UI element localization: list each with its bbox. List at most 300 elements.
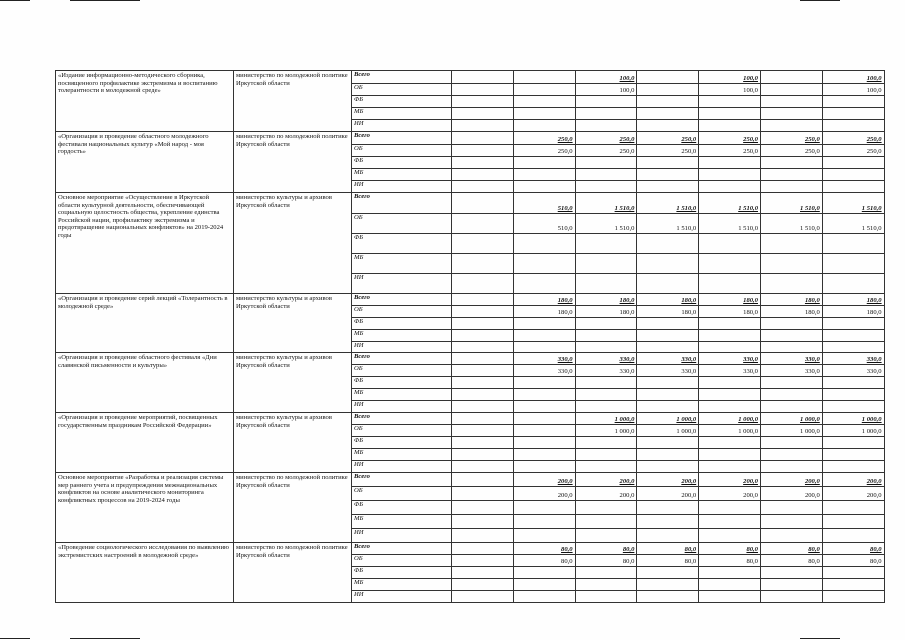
amount-cell: [699, 318, 761, 330]
amount-cell: 200,0: [575, 487, 637, 501]
amount-cell: 80,0: [513, 555, 575, 567]
amount-cell: [452, 543, 514, 555]
amount-cell: [637, 318, 699, 330]
table-row: [56, 473, 885, 487]
amount-cell: [452, 342, 514, 353]
amount-cell: [452, 214, 514, 234]
amount-cell: [513, 425, 575, 437]
amount-cell: 80,0: [699, 543, 761, 555]
amount-cell: 330,0: [760, 353, 822, 365]
table-row: [56, 294, 885, 306]
amount-cell: 330,0: [513, 365, 575, 377]
amount-cell: 1 510,0: [575, 193, 637, 214]
amount-cell: [699, 234, 761, 254]
amount-cell: [452, 389, 514, 401]
amount-cell: [637, 567, 699, 579]
amount-cell: [513, 330, 575, 342]
amount-cell: [452, 96, 514, 108]
amount-cell: [637, 254, 699, 274]
scan-edge-mark: [70, 0, 140, 1]
amount-cell: [760, 71, 822, 84]
amount-cell: 1 000,0: [699, 425, 761, 437]
amount-cell: 1 510,0: [699, 193, 761, 214]
funding-source: ОБ: [352, 214, 452, 234]
amount-cell: [513, 169, 575, 181]
amount-cell: [513, 274, 575, 294]
responsible-executor: министерство культуры и архивов Иркутской области: [234, 193, 352, 294]
funding-source: МБ: [352, 169, 452, 181]
funding-source: ФБ: [352, 567, 452, 579]
amount-cell: [575, 591, 637, 603]
amount-cell: 250,0: [699, 145, 761, 157]
amount-cell: [699, 389, 761, 401]
activity-title: «Организация и проведение мероприятий, посвященных государственным праздникам Российской Федерации»: [56, 413, 234, 473]
amount-cell: [760, 461, 822, 473]
amount-cell: 80,0: [513, 543, 575, 555]
funding-source: ОБ: [352, 145, 452, 157]
amount-cell: [575, 389, 637, 401]
amount-cell: [822, 449, 884, 461]
funding-source: Всего: [352, 543, 452, 555]
amount-cell: [699, 330, 761, 342]
amount-cell: [452, 377, 514, 389]
amount-cell: 180,0: [822, 306, 884, 318]
amount-cell: [699, 108, 761, 120]
amount-cell: 1 510,0: [822, 193, 884, 214]
amount-cell: [637, 437, 699, 449]
amount-cell: [822, 401, 884, 413]
funding-source: ИИ: [352, 342, 452, 353]
funding-source: ФБ: [352, 501, 452, 515]
amount-cell: 80,0: [575, 543, 637, 555]
amount-cell: [452, 401, 514, 413]
responsible-executor: министерство по молодежной политике Иркутской области: [234, 132, 352, 193]
amount-cell: [513, 567, 575, 579]
amount-cell: [452, 108, 514, 120]
amount-cell: [452, 529, 514, 543]
amount-cell: [513, 96, 575, 108]
amount-cell: [452, 515, 514, 529]
amount-cell: [575, 449, 637, 461]
amount-cell: [513, 591, 575, 603]
amount-cell: [822, 529, 884, 543]
amount-cell: 1 000,0: [637, 413, 699, 425]
amount-cell: [699, 181, 761, 193]
amount-cell: 330,0: [822, 353, 884, 365]
funding-source: МБ: [352, 449, 452, 461]
amount-cell: [760, 401, 822, 413]
amount-cell: 200,0: [513, 473, 575, 487]
amount-cell: [452, 413, 514, 425]
amount-cell: [822, 169, 884, 181]
amount-cell: [822, 234, 884, 254]
amount-cell: 1 510,0: [637, 214, 699, 234]
amount-cell: 1 000,0: [637, 425, 699, 437]
amount-cell: [699, 96, 761, 108]
amount-cell: 510,0: [513, 214, 575, 234]
amount-cell: [452, 461, 514, 473]
amount-cell: [699, 342, 761, 353]
amount-cell: [575, 181, 637, 193]
amount-cell: [452, 157, 514, 169]
funding-source: Всего: [352, 294, 452, 306]
amount-cell: [637, 234, 699, 254]
amount-cell: 330,0: [760, 365, 822, 377]
amount-cell: [575, 401, 637, 413]
funding-source: ИИ: [352, 181, 452, 193]
funding-source: ИИ: [352, 274, 452, 294]
table-body: [56, 71, 885, 603]
activity-title: «Организация и проведение серий лекций «Толерантность в молодежной среде»: [56, 294, 234, 353]
amount-cell: 200,0: [575, 473, 637, 487]
amount-cell: 80,0: [822, 555, 884, 567]
funding-source: ИИ: [352, 401, 452, 413]
amount-cell: 250,0: [575, 132, 637, 145]
amount-cell: [637, 515, 699, 529]
amount-cell: [452, 330, 514, 342]
amount-cell: 250,0: [513, 145, 575, 157]
amount-cell: [637, 169, 699, 181]
activity-title: «Организация и проведение областного молодежного фестиваля национальных культур «Мой народ - моя гордость»: [56, 132, 234, 193]
amount-cell: [452, 234, 514, 254]
amount-cell: [452, 437, 514, 449]
amount-cell: [822, 342, 884, 353]
amount-cell: 180,0: [513, 306, 575, 318]
amount-cell: [575, 157, 637, 169]
amount-cell: [452, 254, 514, 274]
amount-cell: 180,0: [513, 294, 575, 306]
amount-cell: [699, 591, 761, 603]
amount-cell: [760, 84, 822, 96]
amount-cell: 180,0: [575, 306, 637, 318]
amount-cell: [760, 169, 822, 181]
amount-cell: [760, 330, 822, 342]
amount-cell: [452, 193, 514, 214]
amount-cell: [513, 579, 575, 591]
responsible-executor: министерство культуры и архивов Иркутской области: [234, 294, 352, 353]
amount-cell: [575, 274, 637, 294]
amount-cell: [513, 501, 575, 515]
amount-cell: 330,0: [699, 353, 761, 365]
amount-cell: [699, 157, 761, 169]
amount-cell: [513, 413, 575, 425]
amount-cell: 180,0: [699, 294, 761, 306]
amount-cell: [575, 461, 637, 473]
amount-cell: [760, 96, 822, 108]
scan-edge-mark: [70, 638, 140, 639]
amount-cell: [822, 254, 884, 274]
amount-cell: [760, 529, 822, 543]
funding-source: ФБ: [352, 377, 452, 389]
amount-cell: 250,0: [760, 145, 822, 157]
amount-cell: [699, 579, 761, 591]
amount-cell: [760, 234, 822, 254]
amount-cell: [575, 330, 637, 342]
amount-cell: [822, 515, 884, 529]
amount-cell: [637, 157, 699, 169]
responsible-executor: министерство культуры и архивов Иркутской области: [234, 353, 352, 413]
amount-cell: 250,0: [637, 132, 699, 145]
amount-cell: 330,0: [637, 365, 699, 377]
amount-cell: [760, 157, 822, 169]
amount-cell: [760, 377, 822, 389]
amount-cell: [760, 318, 822, 330]
activity-title: Основное мероприятие «Разработка и реализация системы мер раннего учета и предупреждения межнациональных конфликтов на основе аналитического мониторинга конфликтных процессов на 2019-2024 годы: [56, 473, 234, 543]
amount-cell: [452, 318, 514, 330]
funding-source: Всего: [352, 353, 452, 365]
amount-cell: [575, 515, 637, 529]
amount-cell: [760, 579, 822, 591]
amount-cell: 200,0: [699, 487, 761, 501]
funding-source: ИИ: [352, 529, 452, 543]
amount-cell: 1 510,0: [575, 214, 637, 234]
amount-cell: [452, 181, 514, 193]
amount-cell: 330,0: [637, 353, 699, 365]
funding-source: ИИ: [352, 591, 452, 603]
amount-cell: [760, 437, 822, 449]
amount-cell: 1 000,0: [575, 425, 637, 437]
amount-cell: [699, 377, 761, 389]
amount-cell: [452, 84, 514, 96]
amount-cell: [699, 501, 761, 515]
amount-cell: [760, 567, 822, 579]
amount-cell: [452, 274, 514, 294]
scan-edge-mark: [800, 638, 840, 639]
amount-cell: [699, 567, 761, 579]
amount-cell: [637, 461, 699, 473]
amount-cell: [452, 425, 514, 437]
amount-cell: [513, 529, 575, 543]
amount-cell: [822, 591, 884, 603]
amount-cell: [513, 71, 575, 84]
amount-cell: 80,0: [575, 555, 637, 567]
table-row: [56, 543, 885, 555]
funding-source: МБ: [352, 515, 452, 529]
amount-cell: [513, 120, 575, 132]
amount-cell: [575, 567, 637, 579]
amount-cell: [822, 377, 884, 389]
table-row: [56, 132, 885, 145]
amount-cell: [513, 449, 575, 461]
amount-cell: [575, 234, 637, 254]
amount-cell: [760, 342, 822, 353]
amount-cell: 200,0: [822, 473, 884, 487]
amount-cell: 180,0: [760, 294, 822, 306]
funding-source: МБ: [352, 579, 452, 591]
amount-cell: [760, 591, 822, 603]
amount-cell: [575, 96, 637, 108]
funding-source: ОБ: [352, 306, 452, 318]
amount-cell: 100,0: [699, 84, 761, 96]
amount-cell: [699, 449, 761, 461]
amount-cell: 100,0: [822, 84, 884, 96]
amount-cell: 200,0: [637, 487, 699, 501]
amount-cell: [513, 254, 575, 274]
amount-cell: 250,0: [575, 145, 637, 157]
funding-source: МБ: [352, 330, 452, 342]
funding-source: ФБ: [352, 157, 452, 169]
amount-cell: [760, 449, 822, 461]
scan-edge-mark: [0, 638, 30, 639]
amount-cell: [575, 318, 637, 330]
amount-cell: [452, 145, 514, 157]
funding-source: Всего: [352, 132, 452, 145]
amount-cell: 80,0: [699, 555, 761, 567]
amount-cell: [575, 254, 637, 274]
amount-cell: 1 510,0: [760, 214, 822, 234]
amount-cell: [822, 389, 884, 401]
amount-cell: [575, 579, 637, 591]
amount-cell: [452, 120, 514, 132]
amount-cell: 80,0: [760, 555, 822, 567]
funding-source: ФБ: [352, 318, 452, 330]
amount-cell: [637, 401, 699, 413]
amount-cell: [699, 437, 761, 449]
amount-cell: [637, 84, 699, 96]
responsible-executor: министерство по молодежной политике Иркутской области: [234, 71, 352, 132]
amount-cell: 250,0: [513, 132, 575, 145]
funding-source: МБ: [352, 254, 452, 274]
amount-cell: [699, 461, 761, 473]
amount-cell: [822, 437, 884, 449]
amount-cell: [699, 529, 761, 543]
amount-cell: [699, 515, 761, 529]
amount-cell: 1 510,0: [637, 193, 699, 214]
amount-cell: 250,0: [637, 145, 699, 157]
amount-cell: [637, 108, 699, 120]
amount-cell: [760, 120, 822, 132]
amount-cell: 180,0: [575, 294, 637, 306]
amount-cell: [452, 579, 514, 591]
amount-cell: 100,0: [575, 84, 637, 96]
amount-cell: [452, 567, 514, 579]
amount-cell: [452, 306, 514, 318]
amount-cell: [760, 515, 822, 529]
amount-cell: [637, 389, 699, 401]
amount-cell: [575, 529, 637, 543]
activity-title: Основное мероприятие «Осуществление в Иркутской области культурной деятельности, обеспечивающей социальную целостность общества, укрепление единства Российской нации, профилактику экстремизма и предотвращение национальных конфликтов» на 2019-2024 годы: [56, 193, 234, 294]
amount-cell: [637, 96, 699, 108]
amount-cell: [513, 389, 575, 401]
amount-cell: 200,0: [822, 487, 884, 501]
amount-cell: [452, 555, 514, 567]
amount-cell: 330,0: [575, 365, 637, 377]
funding-source: ОБ: [352, 487, 452, 501]
funding-source: ФБ: [352, 96, 452, 108]
activity-title: «Издание информационно-методического сборника, посвященного профилактике экстремизма и воспитанию толерантности в молодежной среде»: [56, 71, 234, 132]
funding-source: ОБ: [352, 555, 452, 567]
amount-cell: [822, 461, 884, 473]
amount-cell: 80,0: [637, 555, 699, 567]
amount-cell: 1 000,0: [760, 425, 822, 437]
funding-source: ФБ: [352, 234, 452, 254]
funding-table: [55, 70, 885, 603]
amount-cell: 80,0: [822, 543, 884, 555]
amount-cell: 200,0: [699, 473, 761, 487]
amount-cell: [637, 501, 699, 515]
funding-source: ОБ: [352, 425, 452, 437]
amount-cell: [575, 108, 637, 120]
amount-cell: 1 510,0: [699, 214, 761, 234]
funding-source: ФБ: [352, 437, 452, 449]
amount-cell: 510,0: [513, 193, 575, 214]
funding-source: ИИ: [352, 120, 452, 132]
amount-cell: [575, 169, 637, 181]
amount-cell: [822, 96, 884, 108]
amount-cell: 330,0: [699, 365, 761, 377]
amount-cell: [760, 108, 822, 120]
amount-cell: [822, 330, 884, 342]
amount-cell: [637, 449, 699, 461]
amount-cell: 80,0: [760, 543, 822, 555]
amount-cell: [637, 591, 699, 603]
amount-cell: [637, 120, 699, 132]
amount-cell: [452, 501, 514, 515]
amount-cell: [575, 120, 637, 132]
amount-cell: [452, 449, 514, 461]
amount-cell: [452, 71, 514, 84]
amount-cell: [699, 254, 761, 274]
amount-cell: [699, 120, 761, 132]
amount-cell: [513, 377, 575, 389]
amount-cell: 1 000,0: [760, 413, 822, 425]
amount-cell: 200,0: [760, 473, 822, 487]
funding-source: Всего: [352, 473, 452, 487]
amount-cell: [452, 473, 514, 487]
amount-cell: [575, 437, 637, 449]
amount-cell: 180,0: [822, 294, 884, 306]
amount-cell: [452, 487, 514, 501]
amount-cell: 1 000,0: [575, 413, 637, 425]
amount-cell: 200,0: [760, 487, 822, 501]
responsible-executor: министерство по молодежной политике Иркутской области: [234, 473, 352, 543]
amount-cell: 330,0: [575, 353, 637, 365]
amount-cell: [513, 401, 575, 413]
amount-cell: 250,0: [822, 132, 884, 145]
amount-cell: [452, 294, 514, 306]
amount-cell: [575, 501, 637, 515]
amount-cell: 1 510,0: [760, 193, 822, 214]
table-row: [56, 71, 885, 84]
amount-cell: [699, 401, 761, 413]
scan-edge-mark: [0, 0, 30, 1]
amount-cell: [575, 342, 637, 353]
amount-cell: [822, 318, 884, 330]
funding-source: Всего: [352, 413, 452, 425]
amount-cell: 180,0: [760, 306, 822, 318]
amount-cell: [822, 274, 884, 294]
amount-cell: [452, 169, 514, 181]
amount-cell: 180,0: [699, 306, 761, 318]
amount-cell: 100,0: [699, 71, 761, 84]
amount-cell: [822, 108, 884, 120]
amount-cell: 250,0: [760, 132, 822, 145]
amount-cell: [513, 437, 575, 449]
table-row: [56, 413, 885, 425]
funding-source: Всего: [352, 71, 452, 84]
funding-source: Всего: [352, 193, 452, 214]
funding-source: ОБ: [352, 84, 452, 96]
amount-cell: [452, 591, 514, 603]
table-row: [56, 353, 885, 365]
amount-cell: 330,0: [513, 353, 575, 365]
amount-cell: [822, 579, 884, 591]
funding-source: МБ: [352, 108, 452, 120]
amount-cell: [513, 515, 575, 529]
amount-cell: [513, 181, 575, 193]
funding-source: ИИ: [352, 461, 452, 473]
amount-cell: [513, 157, 575, 169]
